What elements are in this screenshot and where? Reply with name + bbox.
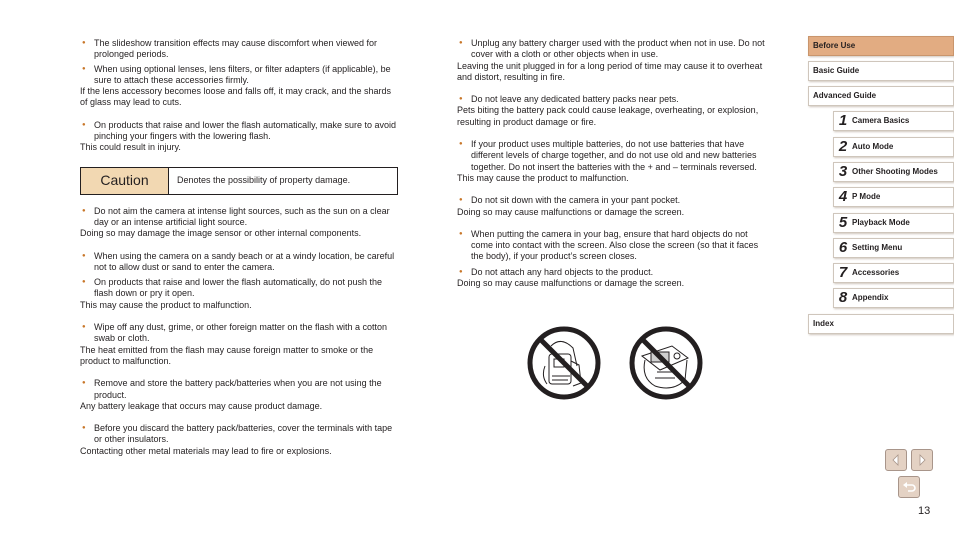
chapter-number: 7 <box>838 264 848 282</box>
paragraph: Doing so may cause malfunctions or damage the screen. <box>457 278 685 289</box>
no-sitting-with-camera-in-pocket-icon <box>530 329 598 397</box>
chapter-label: Playback Mode <box>852 218 910 228</box>
chapter-number: 1 <box>838 112 848 130</box>
nav-chapter-playback-mode[interactable] <box>833 213 954 233</box>
nav-index[interactable] <box>808 314 954 334</box>
bullet-item: ● Remove and store the battery pack/batteries when you are not using the product. <box>80 378 398 401</box>
chapter-label: Accessories <box>852 268 900 278</box>
page-number: 13 <box>918 505 931 517</box>
return-button[interactable] <box>898 476 920 498</box>
paragraph: This may cause the product to malfunction. <box>457 172 629 183</box>
chapter-number: 6 <box>838 239 848 257</box>
nav-chapter-auto-mode[interactable] <box>833 137 954 157</box>
nav-chapter-camera-basics[interactable] <box>833 111 954 131</box>
next-page-icon <box>916 454 928 466</box>
nav-label: Advanced Guide <box>813 91 877 101</box>
chapter-number: 2 <box>838 138 848 156</box>
return-icon <box>902 480 916 494</box>
nav-label: Before Use <box>813 41 856 51</box>
chapter-label: P Mode <box>852 192 881 202</box>
previous-page-button[interactable] <box>885 449 907 471</box>
nav-basic-guide[interactable] <box>808 61 954 81</box>
bullet-item: ● When putting the camera in your bag, ensure that hard objects do not come into contact with the screen. Also close the screen (so that it faces the body), if your product’s screen closes. <box>457 229 771 263</box>
bullet-item: ● Do not leave any dedicated battery packs near pets. <box>457 94 775 105</box>
next-page-button[interactable] <box>911 449 933 471</box>
bullet-item: ● Wipe off any dust, grime, or other foreign matter on the flash with a cotton swab or cloth. <box>80 322 398 345</box>
prohibition-illustrations <box>527 326 707 405</box>
chapter-label: Setting Menu <box>852 243 903 253</box>
paragraph: Leaving the unit plugged in for a long period of time may cause it to overheat and distort, resulting in fire. <box>457 60 763 82</box>
caution-label: Caution <box>81 168 169 194</box>
no-hard-objects-in-bag-icon <box>632 329 700 397</box>
paragraph: This may cause the product to malfunction. <box>80 299 252 310</box>
nav-label: Index <box>813 319 834 329</box>
paragraph: Contacting other metal materials may lead to fire or explosions. <box>80 445 332 456</box>
paragraph: This could result in injury. <box>80 142 181 153</box>
bullet-item: ● When using the camera on a sandy beach or at a windy location, be careful not to allow dust or sand to enter the camera. <box>80 251 398 274</box>
chapter-number: 3 <box>838 163 848 181</box>
nav-chapter-appendix[interactable] <box>833 288 954 308</box>
bullet-item: ● Before you discard the battery pack/batteries, cover the terminals with tape or other insulators. <box>80 423 398 446</box>
right-column <box>457 38 775 289</box>
paragraph: Doing so may cause malfunctions or damage the screen. <box>457 206 685 217</box>
paragraph: If the lens accessory becomes loose and falls off, it may crack, and the shards of glass may lead to cuts. <box>80 86 391 108</box>
bullet-item: ● The slideshow transition effects may cause discomfort when viewed for prolonged periods. <box>80 38 398 61</box>
chapter-label: Appendix <box>852 293 889 303</box>
chapter-label: Other Shooting Modes <box>852 167 938 177</box>
chapter-number: 5 <box>838 214 848 232</box>
paragraph: Any battery leakage that occurs may cause product damage. <box>80 400 323 411</box>
bullet-item: ● On products that raise and lower the flash automatically, do not push the flash down or pry it open. <box>80 277 398 300</box>
bullet-item: ● On products that raise and lower the flash automatically, make sure to avoid pinching your fingers with the lowering flash. <box>80 120 398 143</box>
chapter-label: Auto Mode <box>852 142 894 152</box>
paragraph: Doing so may damage the image sensor or other internal components. <box>80 228 362 239</box>
left-column <box>80 38 398 457</box>
nav-advanced-guide[interactable] <box>808 86 954 106</box>
paragraph: Pets biting the battery pack could cause leakage, overheating, or explosion, resulting in product damage or fire. <box>457 105 759 127</box>
nav-before-use[interactable] <box>808 36 954 56</box>
nav-chapter-other-shooting-modes[interactable] <box>833 162 954 182</box>
nav-label: Basic Guide <box>813 66 860 76</box>
bullet-item: ● Do not sit down with the camera in your pant pocket. <box>457 195 775 206</box>
bullet-item: ● When using optional lenses, lens filters, or filter adapters (if applicable), be sure to attach these accessories firmly. <box>80 64 398 87</box>
bullet-item: ● Do not aim the camera at intense light sources, such as the sun on a clear day or an intense artificial light source. <box>80 206 398 229</box>
nav-chapter-accessories[interactable] <box>833 263 954 283</box>
chapter-number: 4 <box>838 188 848 206</box>
nav-chapter-p-mode[interactable] <box>833 187 954 207</box>
chapter-label: Camera Basics <box>852 116 910 126</box>
bullet-item: ● If your product uses multiple batteries, do not use batteries that have different levels of charge together, and do not use old and new batteries together. Do not insert the batteries with the + and – terminals reversed. <box>457 139 771 173</box>
previous-page-icon <box>890 454 902 466</box>
paragraph: The heat emitted from the flash may cause foreign matter to smoke or the product to malfunction. <box>80 344 374 366</box>
bullet-item: ● Unplug any battery charger used with the product when not in use. Do not cover with a cloth or other objects when in use. <box>457 38 775 61</box>
caution-text: Denotes the possibility of property damage. <box>177 175 351 186</box>
bullet-item: ● Do not attach any hard objects to the product. <box>457 267 775 278</box>
caution-box <box>80 167 398 195</box>
chapter-number: 8 <box>838 289 848 307</box>
nav-chapter-setting-menu[interactable] <box>833 238 954 258</box>
